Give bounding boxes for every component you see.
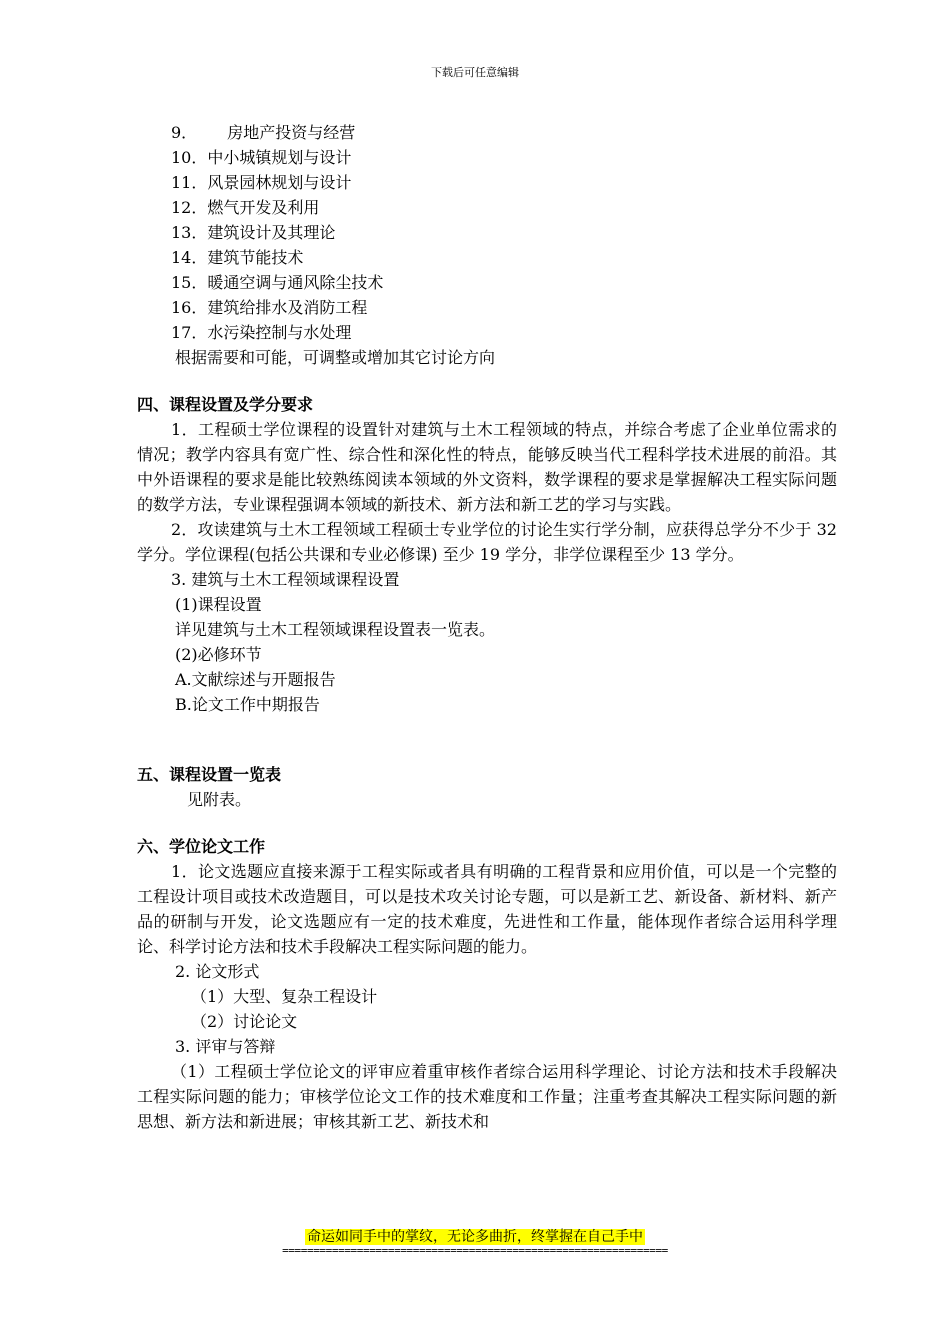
direction-item: 15．暖通空调与通风除尘技术 [171,273,384,292]
section-4-sub-2-a: A.文献综述与开题报告 [175,670,336,689]
section-4-sub-1: (1)课程设置 [175,595,262,614]
section-4-sub-2: (2)必修环节 [175,645,262,664]
direction-item: 13．建筑设计及其理论 [171,223,336,242]
footer-divider: ============================================================== [282,1244,668,1257]
section-4-paragraph-2: 2．攻读建筑与土木工程领域工程硕士专业学位的讨论生实行学分制，应获得总学分不少于 32 学分。学位课程(包括公共课和专业必修课) 至少 19 学分，非学位课程至少 13 学分。 [137,520,837,564]
section-5-text: 见附表。 [187,790,252,809]
direction-item: 16．建筑给排水及消防工程 [171,298,368,317]
section-5-title: 五、课程设置一览表 [137,765,282,784]
footer-motto: 命运如同手中的掌纹，无论多曲折，终掌握在自己手中 [307,1229,643,1245]
direction-item: 9． 房地产投资与经营 [171,123,356,142]
direction-item: 17．水污染控制与水处理 [171,323,352,342]
direction-item: 10．中小城镇规划与设计 [171,148,352,167]
direction-note: 根据需要和可能，可调整或增加其它讨论方向 [175,348,496,367]
document-body [137,120,837,1134]
section-4-sub-2-b: B.论文工作中期报告 [175,695,320,714]
section-6-form-1: （1）大型、复杂工程设计 [191,987,378,1006]
section-4-paragraph-1: 1．工程硕士学位课程的设置针对建筑与土木工程领域的特点，并综合考虑了企业单位需求的情况；教学内容具有宽广性、综合性和深化性的特点，能够反映当代工程科学技术进展的前沿。其中外语课程的要求是能比较熟练阅读本领域的外文资料，数学课程的要求是掌握解决工程实际问题的数学方法，专业课程强调本领域的新技术、新方法和新工艺的学习与实践。 [137,420,837,514]
section-4-item-3: 3. 建筑与土木工程领域课程设置 [171,570,400,589]
section-4-title: 四、课程设置及学分要求 [137,395,314,414]
section-6-paragraph-1: 1．论文选题应直接来源于工程实际或者具有明确的工程背景和应用价值，可以是一个完整的工程设计项目或技术改造题目，可以是技术攻关讨论专题，可以是新工艺、新设备、新材料、新产品的研制与开发，论文选题应有一定的技术难度，先进性和工作量，能体现作者综合运用科学理论、科学讨论方法和技术手段解决工程实际问题的能力。 [137,862,837,956]
section-6-title: 六、学位论文工作 [137,837,266,856]
section-6-item-2: 2. 论文形式 [175,962,260,981]
direction-item: 12．燃气开发及利用 [171,198,320,217]
section-4-sub-1-text: 详见建筑与土木工程领域课程设置表一览表。 [175,620,496,639]
section-6-item-3: 3. 评审与答辩 [175,1037,276,1056]
section-6-paragraph-3: （1）工程硕士学位论文的评审应着重审核作者综合运用科学理论、讨论方法和技术手段解决工程实际问题的能力；审核学位论文工作的技术难度和工作量；注重考查其解决工程实际问题的新思想、新方法和新进展；审核其新工艺、新技术和 [137,1062,837,1131]
research-direction-list [137,120,837,370]
section-6-form-2: （2）讨论论文 [191,1012,298,1031]
direction-item: 11．风景园林规划与设计 [171,173,352,192]
direction-item: 14．建筑节能技术 [171,248,304,267]
page-header-note: 下载后可任意编辑 [431,66,519,79]
